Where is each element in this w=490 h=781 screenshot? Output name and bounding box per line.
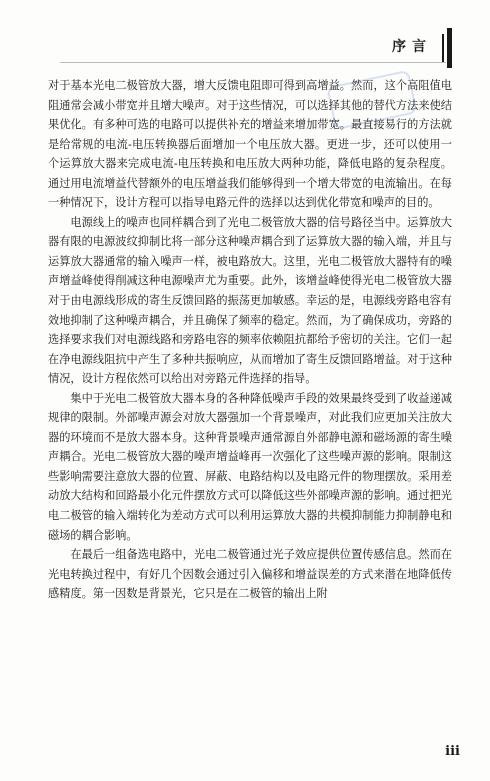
header-thin-bar (442, 34, 444, 62)
page-number: iii (445, 744, 460, 759)
running-header: 序言 (392, 39, 432, 55)
header-thick-bar (447, 28, 452, 68)
paragraph-2: 电源线上的噪声也同样耦合到了光电二极管放大器的信号路径当中。运算放大器有限的电源波纹抑制比将一部分这种噪声耦合到了运算放大器的输入端，并且与运算放大器通常的输入噪声一样，被电路放大。这里，光电二极管放大器特有的噪声增益峰使得削减这种电源噪声尤为重要。此外，该增益峰使得光电二极管放大器对于由电源线形成的寄生反馈回路的振荡更加敏感。幸运的是，电源线旁路电容有效地抑制了这种噪声耦合，并且确保了频率的稳定。然而，为了确保成功，旁路的选择要求我们对电源线路和旁路电容的频率依赖阻抗都给予密切的关注。它们一起在净电源线阻抗中产生了多种共振响应，从而增加了寄生反馈回路增益。对于这种情况，设计方程依然可以给出对旁路元件选择的指导。 (48, 215, 452, 386)
paragraph-4: 在最后一组备选电路中，光电二极管通过光子效应提供位置传感信息。然而在光电转换过程中，有好几个因数会通过引入偏移和增益误差的方式来潜在地降低传感精度。第一因数是背景光，它只是在二极管的输出上附 (48, 548, 452, 601)
header-rule (60, 62, 446, 63)
body-text (48, 76, 452, 604)
paragraph-1: 对于基本光电二极管放大器，增大反馈电阻即可得到高增益。然而，这个高阻值电阻通常会减小带宽并且增大噪声。对于这些情况，可以选择其他的替代方法来使结果优化。有多种可选的电路可以提供补充的增益来增加带宽。最直接易行的方法就是给常规的电流-电压转换器后面增加一个电压放大器。更进一步，还可以使用一个运算放大器来完成电流-电压转换和电压放大两种功能，降低电路的复杂程度。通过用电流增益代替额外的电压增益我们能够得到一个增大带宽的电流输出。在每一种情况下，设计方程可以指导电路元件的选择以达到优化带宽和噪声的目的。 (48, 79, 452, 210)
paragraph-3: 集中于光电二极管放大器本身的各种降低噪声手段的效果最终受到了收益递减规律的限制。外部噪声源会对放大器强加一个背景噪声，对此我们应更加关注放大器的环境而不是放大器本身。这种背景噪声通常源自外部静电源和磁场源的寄生噪声耦合。光电二极管放大器的噪声增益峰再一次强化了这些噪声源的影响。限制这些影响需要注意放大器的位置、屏蔽、电路结构以及电路元件的物理摆放。采用差动放大结构和回路最小化元件摆放方式可以降低这些外部噪声源的影响。通过把光电二极管的输入端转化为差动方式可以利用运算放大器的共模抑制能力抑制静电和磁场的耦合影响。 (48, 391, 452, 542)
